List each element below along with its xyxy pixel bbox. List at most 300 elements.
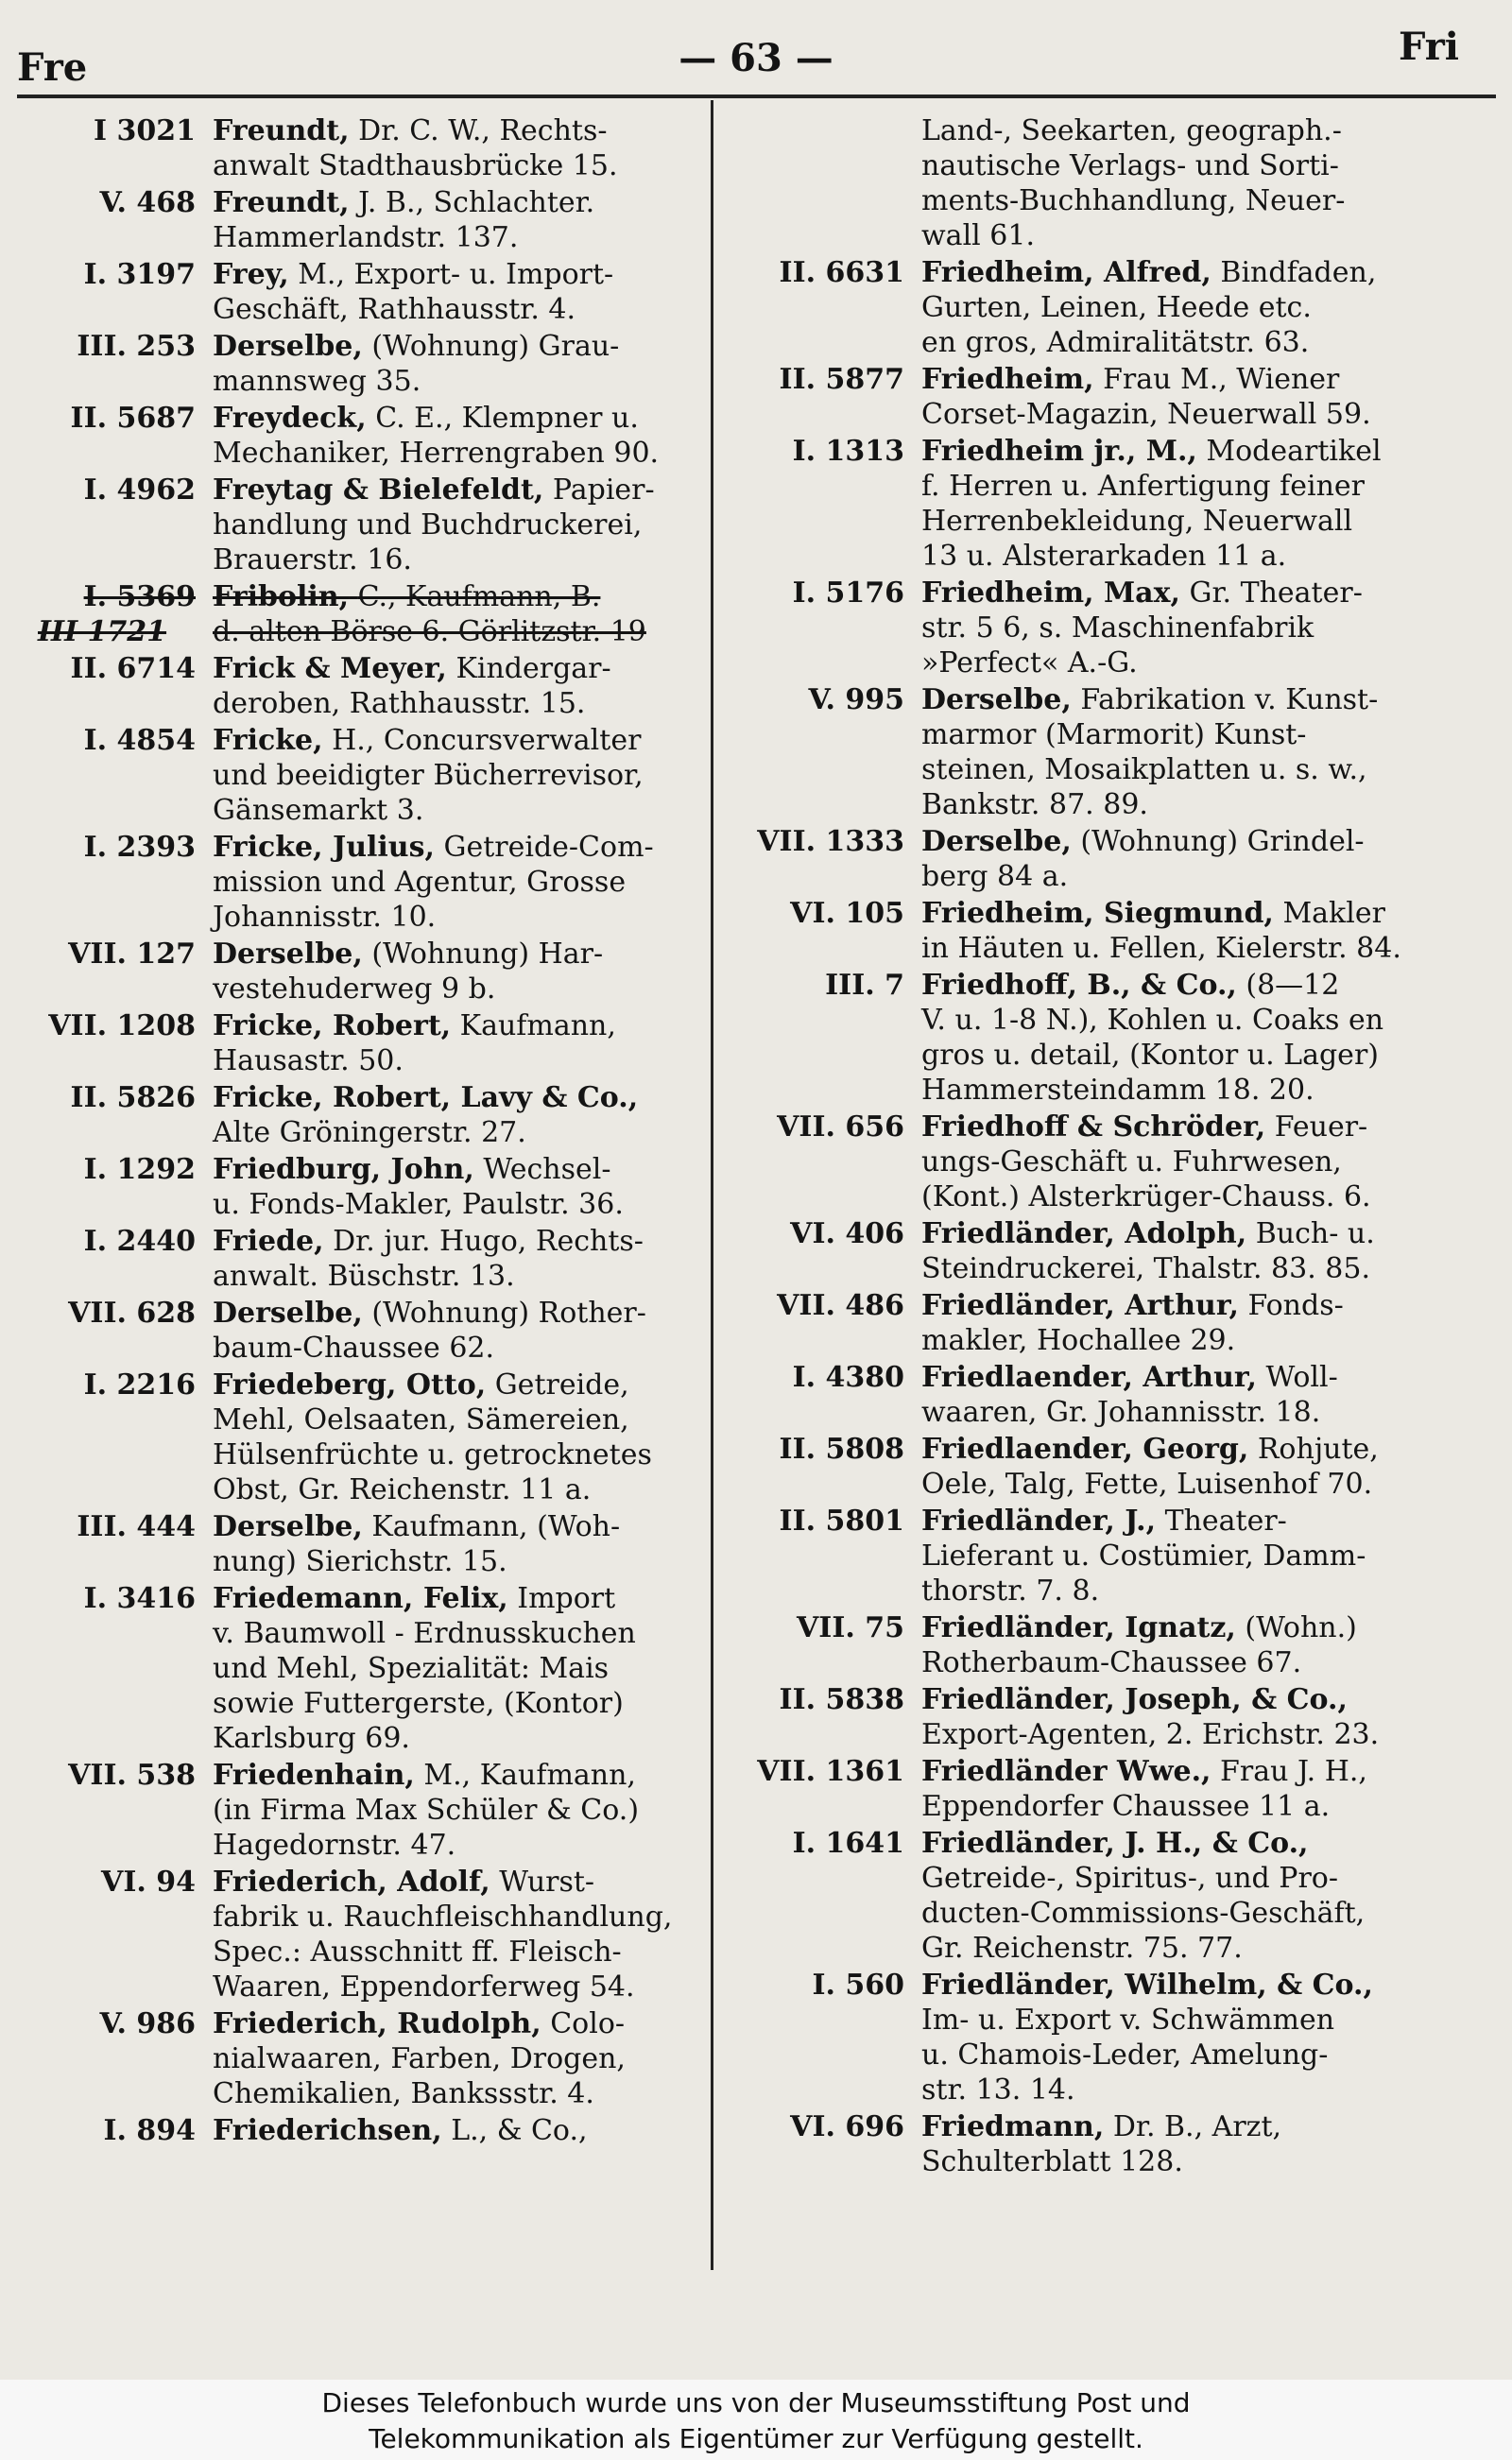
entry-line-text: Gr. Reichenstr. 75. 77. [921, 1932, 1243, 1965]
entry-line [921, 611, 1489, 645]
entry-line-text: nialwaaren, Farben, Drogen, [213, 2042, 626, 2075]
entry-line [921, 1323, 1489, 1358]
entry-text [921, 1110, 1493, 1214]
entry-text [213, 651, 711, 721]
phone-number: I. 4962 [83, 473, 196, 507]
entry-line [213, 758, 707, 793]
entry-line-text: Dr. C. W., Rechts- [358, 114, 608, 147]
entry-line [921, 255, 1489, 290]
directory-entry [718, 576, 1493, 680]
entry-name: Freundt, [213, 114, 350, 147]
entry-line-text: Frau M., Wiener [1103, 363, 1340, 396]
entry-line [213, 579, 707, 614]
entry-line [921, 218, 1489, 253]
entry-line-text: Export-Agenten, 2. Erichstr. 23. [921, 1718, 1380, 1751]
directory-entry [718, 1288, 1493, 1358]
entry-line [213, 473, 707, 507]
entry-line-text: mannsweg 35. [213, 365, 421, 398]
entry-name: Derselbe, [213, 1297, 363, 1330]
handwritten-number: III 1721 [38, 615, 167, 648]
entry-line-text: C., Kaufmann, B. [357, 580, 601, 613]
entry-line-text: wall 61. [921, 219, 1035, 252]
header-left-keyword: Fre [17, 45, 88, 90]
entry-line [921, 290, 1489, 325]
entry-line-text: Gänsemarkt 3. [213, 794, 424, 827]
directory-entry [718, 1610, 1493, 1680]
phone-number: II. 5808 [779, 1433, 904, 1466]
entry-line-text: »Perfect« A.-G. [921, 646, 1138, 680]
entry-line-text: Im- u. Export v. Schwämmen [921, 2004, 1335, 2037]
entry-line-text: Colo- [550, 2007, 626, 2040]
entry-name: Derselbe, [213, 1510, 363, 1543]
phone-number: I. 2440 [83, 1225, 196, 1258]
entry-name: Fricke, [213, 724, 323, 757]
entry-line [921, 968, 1489, 1003]
entry-line [921, 113, 1489, 148]
phone-number: III. 7 [825, 969, 904, 1002]
entry-line [213, 1758, 707, 1793]
entry-line-text: Chemikalien, Bankssstr. 4. [213, 2077, 594, 2110]
entry-line-text: ungs-Geschäft u. Fuhrwesen, [921, 1145, 1342, 1178]
entry-text [921, 1610, 1493, 1680]
entry-line [213, 329, 707, 364]
entry-line [213, 1900, 707, 1935]
entry-line [213, 900, 707, 935]
entry-line-text: deroben, Rathhausstr. 15. [213, 687, 586, 720]
entry-line [213, 1793, 707, 1828]
entry-name: Friedhoff, B., & Co., [921, 969, 1237, 1002]
entry-line [921, 1216, 1489, 1251]
entry-line-text: Land-, Seekarten, geograph.- [921, 114, 1342, 147]
archive-notice-line-2: Telekommunikation als Eigentümer zur Verfügung gestellt. [369, 2423, 1143, 2454]
directory-entry [718, 1360, 1493, 1430]
directory-entry [0, 723, 711, 828]
phone-number: I. 1641 [792, 1827, 904, 1860]
phone-number [718, 113, 921, 253]
entry-name: Friederich, Adolf, [213, 1866, 490, 1899]
entry-line-text: d. alten Börse 6. Görlitzstr. 19 [213, 615, 646, 648]
entry-text [921, 1432, 1493, 1502]
entry-name: Friedländer, Joseph, & Co., [921, 1683, 1348, 1716]
entry-text [213, 1509, 711, 1579]
entry-line [213, 1686, 707, 1721]
entry-name: Fricke, Robert, Lavy & Co., [213, 1081, 639, 1114]
entry-line [213, 1437, 707, 1472]
entry-line-text: Getreide, [494, 1368, 629, 1402]
entry-text [921, 968, 1493, 1108]
entry-line-text: Kindergar- [455, 652, 611, 685]
entry-name: Friedheim, Max, [921, 576, 1180, 610]
entry-line [921, 2073, 1489, 2107]
entry-line-text: Getreide-, Spiritus-, und Pro- [921, 1862, 1339, 1895]
entry-line-text: Papier- [552, 473, 655, 507]
entry-line [921, 1931, 1489, 1966]
entry-name: Friedländer, Ignatz, [921, 1611, 1236, 1644]
entry-line-text: V. u. 1-8 N.), Kohlen u. Coaks en [921, 1004, 1384, 1037]
entry-name: Friederichsen, [213, 2114, 442, 2147]
entry-line-text: v. Baumwoll - Erdnusskuchen [213, 1617, 636, 1650]
header-rule [17, 95, 1496, 98]
entry-line [921, 1645, 1489, 1680]
entry-line [213, 1828, 707, 1863]
entry-line [213, 1187, 707, 1222]
phone-number: VI. 105 [790, 897, 904, 930]
phone-number: I. 894 [103, 2114, 196, 2147]
entry-line-text: Dr. jur. Hugo, Rechts- [333, 1225, 644, 1258]
entry-line-text: fabrik u. Rauchfleischhandlung, [213, 1901, 673, 1934]
entry-line-text: Fonds- [1247, 1289, 1344, 1322]
entry-line [213, 257, 707, 292]
entry-name: Friedheim, Alfred, [921, 256, 1211, 289]
directory-entry [0, 651, 711, 721]
entry-line-text: baum-Chaussee 62. [213, 1332, 495, 1365]
entry-line-text: Johannisstr. 10. [213, 901, 437, 934]
entry-text [921, 896, 1493, 966]
phone-number: I. 2216 [83, 1368, 196, 1402]
directory-entry [0, 830, 711, 935]
phone-number: III. 253 [77, 330, 196, 363]
entry-line-text: Brauerstr. 16. [213, 543, 412, 576]
directory-entry [0, 2006, 711, 2111]
entry-line [921, 1968, 1489, 2003]
entry-name: Freydeck, [213, 402, 367, 435]
entry-name: Friedlaender, Georg, [921, 1433, 1249, 1466]
entry-line [213, 2006, 707, 2041]
entry-text [213, 830, 711, 935]
entry-line [213, 401, 707, 436]
phone-number: V. 995 [808, 683, 904, 716]
phone-number: I. 5369 [83, 580, 196, 613]
phone-number: I. 1292 [83, 1153, 196, 1186]
entry-line [921, 1467, 1489, 1502]
entry-line [213, 1721, 707, 1756]
entry-text [213, 937, 711, 1006]
entry-line-text: und beeidigter Bücherrevisor, [213, 759, 644, 792]
entry-line [921, 1610, 1489, 1645]
entry-line [213, 1616, 707, 1651]
entry-line [213, 1152, 707, 1187]
entry-text [921, 1360, 1493, 1430]
entry-line [213, 148, 707, 183]
entry-line-text: Bindfaden, [1220, 256, 1377, 289]
phone-number: II. 5826 [70, 1081, 196, 1114]
entry-line [921, 2109, 1489, 2144]
entry-line [213, 1224, 707, 1259]
entry-line-text: nung) Sierichstr. 15. [213, 1545, 507, 1578]
entry-line-text: Eppendorfer Chaussee 11 a. [921, 1790, 1331, 1823]
entry-text [213, 1581, 711, 1756]
entry-line [213, 1368, 707, 1402]
directory-entry [718, 1504, 1493, 1608]
entry-line-text: (Wohn.) [1245, 1611, 1357, 1644]
entry-text [921, 824, 1493, 894]
entry-line-text: H., Concursverwalter [332, 724, 642, 757]
entry-line [213, 185, 707, 220]
entry-text [213, 401, 711, 471]
entry-line [921, 148, 1489, 183]
entry-name: Friedemann, Felix, [213, 1582, 508, 1615]
entry-line-text: Steindruckerei, Thalstr. 83. 85. [921, 1252, 1370, 1285]
entry-line [213, 1115, 707, 1150]
entry-line [921, 752, 1489, 787]
entry-line [213, 542, 707, 577]
entry-line-text: str. 5 6, s. Maschinenfabrik [921, 611, 1314, 645]
entry-line [921, 787, 1489, 822]
entry-name: Friedheim, [921, 363, 1094, 396]
entry-line-text: Mehl, Oelsaaten, Sämereien, [213, 1403, 629, 1436]
entry-line-text: M., Kaufmann, [423, 1759, 636, 1792]
entry-text [213, 1152, 711, 1222]
entry-line-text: Wechsel- [483, 1153, 611, 1186]
directory-entry [718, 2109, 1493, 2179]
phone-number: V. 468 [99, 186, 196, 219]
entry-text [921, 2109, 1493, 2179]
entry-line-text: u. Fonds-Makler, Paulstr. 36. [213, 1188, 624, 1221]
entry-line [213, 2113, 707, 2148]
entry-line-text: L., & Co., [451, 2114, 588, 2147]
directory-entry [0, 401, 711, 471]
entry-line-text: (Wohnung) Grau- [371, 330, 620, 363]
entry-line-text: handlung und Buchdruckerei, [213, 508, 643, 542]
entry-name: Frick & Meyer, [213, 652, 447, 685]
archive-notice-line-1: Dieses Telefonbuch wurde uns von der Museumsstiftung Post und [321, 2387, 1191, 2418]
directory-entry [0, 2113, 711, 2148]
entry-line [921, 504, 1489, 539]
entry-line [213, 972, 707, 1006]
directory-entry [718, 1110, 1493, 1214]
entry-line-text: berg 84 a. [921, 860, 1069, 893]
entry-line [921, 2038, 1489, 2073]
directory-entry [0, 1865, 711, 2004]
entry-line-text: Fabrikation v. Kunst- [1080, 683, 1379, 716]
phone-number: I 3021 [94, 114, 196, 147]
entry-line [213, 1331, 707, 1366]
entry-line-text: Frau J. H., [1220, 1755, 1367, 1788]
entry-name: Friedländer, J., [921, 1505, 1157, 1538]
phone-number: VII. 656 [777, 1110, 904, 1144]
phone-number: I. 3416 [83, 1582, 196, 1615]
entry-line-text: marmor (Marmorit) Kunst- [921, 718, 1307, 751]
entry-line-text: Alte Gröningerstr. 27. [213, 1116, 526, 1149]
entry-name: Friedländer, J. H., & Co., [921, 1827, 1309, 1860]
entry-line [921, 1539, 1489, 1574]
phone-number: I. 1313 [792, 435, 904, 468]
entry-line [921, 896, 1489, 931]
entry-text [213, 185, 711, 255]
entry-line [213, 1259, 707, 1294]
entry-text [213, 1224, 711, 1294]
entry-line [213, 1472, 707, 1507]
directory-entry [718, 968, 1493, 1108]
entry-line-text: Karlsburg 69. [213, 1722, 410, 1755]
entry-line-text: vestehuderweg 9 b. [213, 972, 496, 1006]
entry-line [921, 1179, 1489, 1214]
phone-number: I. 560 [812, 1969, 904, 2002]
entry-line-text: waaren, Gr. Johannisstr. 18. [921, 1396, 1321, 1429]
entry-line-text: C. E., Klempner u. [375, 402, 639, 435]
entry-line-text: Hausastr. 50. [213, 1044, 404, 1077]
directory-entry [718, 1826, 1493, 1966]
entry-name: Friedländer Wwe., [921, 1755, 1211, 1788]
entry-line-text: Kaufmann, [459, 1009, 616, 1042]
entry-line [921, 1395, 1489, 1430]
entry-line-text: M., Export- u. Import- [298, 258, 614, 291]
entry-line-text: Rohjute, [1257, 1433, 1379, 1466]
entry-text [921, 434, 1493, 574]
entry-name: Fribolin, [213, 580, 350, 613]
phone-number: II. 6631 [779, 256, 904, 289]
entry-line-text: Rotherbaum-Chaussee 67. [921, 1646, 1302, 1679]
directory-entry [0, 1368, 711, 1507]
page-header [0, 21, 1512, 90]
directory-entry [0, 329, 711, 399]
directory-entry [718, 1682, 1493, 1752]
entry-line-text: Hammersteindamm 18. 20. [921, 1074, 1314, 1107]
directory-entry [0, 937, 711, 1006]
entry-line [213, 651, 707, 686]
entry-name: Freytag & Bielefeldt, [213, 473, 544, 507]
directory-entry [0, 113, 711, 183]
directory-entry [718, 1432, 1493, 1502]
phone-number: II. 5801 [779, 1505, 904, 1538]
entry-line [921, 1360, 1489, 1395]
entry-line [921, 1574, 1489, 1608]
phone-number: I. 3197 [83, 258, 196, 291]
directory-entry [0, 473, 711, 577]
entry-line [921, 645, 1489, 680]
entry-text [213, 2113, 711, 2148]
directory-entry [0, 1581, 711, 1756]
entry-line-text: (Wohnung) Har- [371, 938, 604, 971]
entry-name: Friedburg, John, [213, 1153, 474, 1186]
entry-name: Friedländer, Adolph, [921, 1217, 1247, 1250]
entry-text [921, 682, 1493, 822]
entry-name: Friedheim, Siegmund, [921, 897, 1274, 930]
entry-line [213, 1402, 707, 1437]
entry-line [213, 1043, 707, 1078]
entry-name: Derselbe, [213, 330, 363, 363]
entry-line [921, 1003, 1489, 1038]
entry-line [921, 1896, 1489, 1931]
phone-number: I. 4854 [83, 724, 196, 757]
directory-entry [718, 434, 1493, 574]
entry-line-text: Wurst- [499, 1866, 595, 1899]
entry-line-text: makler, Hochallee 29. [921, 1324, 1236, 1357]
entry-line [213, 1008, 707, 1043]
phone-number: II. 5687 [70, 402, 196, 435]
entry-text [213, 1080, 711, 1150]
page-number: — 63 — [679, 36, 833, 80]
phone-number: VII. 127 [68, 938, 196, 971]
entry-line [213, 686, 707, 721]
entry-line [921, 1288, 1489, 1323]
entry-line [921, 434, 1489, 469]
entry-line [921, 1789, 1489, 1824]
entry-name: Frey, [213, 258, 289, 291]
phone-number: VI. 94 [101, 1866, 196, 1899]
entry-line [921, 325, 1489, 360]
phone-number: VII. 486 [777, 1289, 904, 1322]
entry-text [213, 113, 711, 183]
entry-line-text: ments-Buchhandlung, Neuer- [921, 184, 1346, 217]
entry-text [213, 257, 711, 327]
entry-text [213, 723, 711, 828]
left-column [0, 113, 711, 2150]
entry-line [213, 1544, 707, 1579]
entry-line [213, 1509, 707, 1544]
entry-line [921, 469, 1489, 504]
entry-line-text: f. Herren u. Anfertigung feiner [921, 470, 1365, 503]
entry-line-text: (in Firma Max Schüler & Co.) [213, 1794, 640, 1827]
phone-number: I. 5176 [792, 576, 904, 610]
entry-line-text: Feuer- [1274, 1110, 1368, 1144]
entry-line-text: Modeartikel [1206, 435, 1382, 468]
directory-entry [718, 682, 1493, 822]
entry-text [921, 1504, 1493, 1608]
entry-text [921, 1968, 1493, 2107]
entry-text [921, 1826, 1493, 1966]
entry-name: Derselbe, [921, 683, 1072, 716]
phone-number: II. 5838 [779, 1683, 904, 1716]
entry-line-text: Lieferant u. Costümier, Damm- [921, 1540, 1366, 1573]
entry-text [921, 255, 1493, 360]
entry-text [921, 576, 1493, 680]
entry-text [921, 362, 1493, 432]
entry-line [921, 2003, 1489, 2038]
entry-line [213, 436, 707, 471]
entry-name: Friedheim jr., M., [921, 435, 1197, 468]
phone-number: I. 4380 [792, 1361, 904, 1394]
directory-entry [0, 1224, 711, 1294]
entry-line-text: anwalt. Büschstr. 13. [213, 1260, 515, 1293]
entry-line [921, 1073, 1489, 1108]
entry-line [921, 931, 1489, 966]
entry-line [921, 397, 1489, 432]
entry-line-text: en gros, Admiralitätstr. 63. [921, 326, 1310, 359]
entry-name: Derselbe, [213, 938, 363, 971]
entry-line-text: Geschäft, Rathhausstr. 4. [213, 293, 576, 326]
entry-line [921, 1682, 1489, 1717]
entry-name: Fricke, Julius, [213, 831, 435, 864]
entry-line [921, 1826, 1489, 1861]
entry-text [921, 1288, 1493, 1358]
entry-line-text: Mechaniker, Herrengraben 90. [213, 437, 660, 470]
entry-text [921, 1754, 1493, 1824]
entry-line-text: Hammerlandstr. 137. [213, 221, 519, 254]
column-divider [711, 100, 713, 2270]
entry-line-text: Hagedornstr. 47. [213, 1829, 456, 1862]
directory-entry [718, 824, 1493, 894]
entry-line [213, 364, 707, 399]
entry-line-text: Obst, Gr. Reichenstr. 11 a. [213, 1473, 592, 1506]
directory-entry [718, 1968, 1493, 2107]
right-column [718, 113, 1493, 2181]
entry-text [213, 1008, 711, 1078]
entry-text [921, 1216, 1493, 1286]
phone-number: I. 2393 [83, 831, 196, 864]
phone-number: VII. 1333 [757, 825, 904, 858]
entry-text [213, 2006, 711, 2111]
entry-line-text: steinen, Mosaikplatten u. s. w., [921, 753, 1367, 786]
entry-line [921, 717, 1489, 752]
entry-line [921, 1717, 1489, 1752]
entry-line [921, 576, 1489, 611]
entry-line [213, 2041, 707, 2076]
entry-name: Friede, [213, 1225, 324, 1258]
entry-line [213, 1651, 707, 1686]
directory-entry [718, 255, 1493, 360]
directory-entry [0, 1008, 711, 1078]
